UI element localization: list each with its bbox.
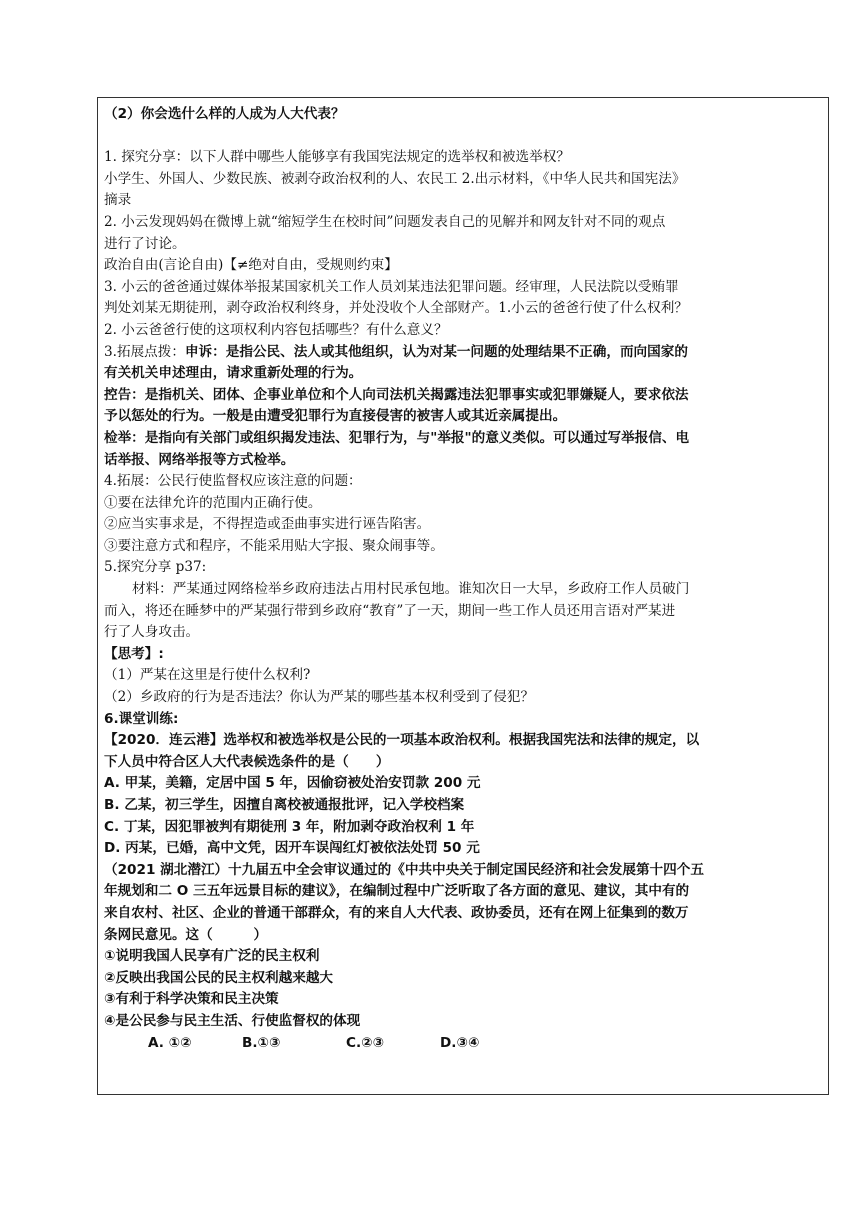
explore-1: 1. 探究分享：以下人群中哪些人能够享有我国宪法规定的选举权和被选举权？ xyxy=(104,149,570,166)
exercise-1-option-c: C. 丁某，因犯罪被判有期徒刑 3 年，附加剥夺政治权利 1 年 xyxy=(104,818,475,835)
explore-3-question: 2. 小云爸爸行使的这项权利内容包括哪些？有什么意义？ xyxy=(104,321,448,338)
exercise-1-option-b: B. 乙某，初三学生，因擅自离校被通报批评，记入学校档案 xyxy=(104,797,465,813)
choice-c: C.②③ xyxy=(346,1034,385,1051)
material-paragraph-cont: 而入，将还在睡梦中的严某强行带到乡政府“教育”了一天，期间一些工作人员还用言语对严某进 xyxy=(104,602,676,619)
explore-1-list: 小学生、外国人、少数民族、被剥夺政治权利的人、农民工 2.出示材料，《中华人民共和国宪法》 xyxy=(104,170,686,187)
explore-3-cont: 判处刘某无期徒刑，剥夺政治权利终身，并处没收个人全部财产。1.小云的爸爸行使了什么权利？ xyxy=(104,300,688,317)
exercise-2-statement-4: ④是公民参与民主生活、行使监督权的体现 xyxy=(104,1012,361,1029)
political-freedom-note: 政治自由(言论自由)【≠绝对自由，受规则约束】 xyxy=(104,257,398,274)
explore-1-list-cont: 摘录 xyxy=(104,192,132,209)
exercise-2-stem-4: 条网民意见。这（ ） xyxy=(104,926,268,943)
exercise-1-option-a: A. 甲某，美籍，定居中国 5 年，因偷窃被处治安罚款 200 元 xyxy=(104,775,481,792)
question-2-title: （2）你会选什么样的人成为人大代表？ xyxy=(104,106,345,122)
extension-4-title: 4.拓展：公民行使监督权应该注意的问题： xyxy=(104,473,362,490)
complaint-definition: 申诉：是指公民、法人或其他组织，认为对某一问题的处理结果不正确，而向国家的 xyxy=(184,343,688,360)
extension-4-item-1: ①要在法律允许的范围内正确行使。 xyxy=(104,494,322,511)
exercise-1-stem-cont: 下人员中符合区人大代表候选条件的是（ ） xyxy=(104,753,390,770)
explore-3: 3. 小云的爸爸通过媒体举报某国家机关工作人员刘某违法犯罪问题。经审理，人民法院以受贿罪 xyxy=(104,278,679,295)
think-question-2: （2）乡政府的行为是否违法？你认为严某的哪些基本权利受到了侵犯？ xyxy=(104,689,535,706)
accusation-definition: 控告：是指机关、团体、企事业单位和个人向司法机关揭露违法犯罪事实或犯罪嫌疑人，要求依法 xyxy=(104,386,689,403)
report-definition-cont: 话举报、网络举报等方式检举。 xyxy=(104,451,295,468)
exercise-2-statement-1: ①说明我国人民享有广泛的民主权利 xyxy=(104,948,320,965)
material-paragraph: 材料：严某通过网络检举乡政府违法占用村民承包地。谁知次日一大早，乡政府工作人员破门 xyxy=(132,581,690,598)
explore-2: 2. 小云发现妈妈在微博上就“缩短学生在校时间”问题发表自己的见解并和网友针对不同的观点 xyxy=(104,213,666,230)
material-paragraph-end: 行了人身攻击。 xyxy=(104,624,200,641)
choice-d: D.③④ xyxy=(440,1034,480,1051)
think-question-1: （1）严某在这里是行使什么权利? xyxy=(104,667,311,684)
choice-a: A. ①② xyxy=(148,1034,192,1051)
explore-2-cont: 进行了讨论。 xyxy=(104,235,186,252)
accusation-definition-cont: 予以惩处的行为。一般是由遭受犯罪行为直接侵害的被害人或其近亲属提出。 xyxy=(104,408,567,425)
exercise-2-choices xyxy=(104,1033,826,1055)
exercise-2-statement-2: ②反映出我国公民的民主权利越来越大 xyxy=(104,969,334,986)
choice-b: B.①③ xyxy=(242,1034,281,1051)
extension-complaint xyxy=(104,342,826,364)
exercise-2-statement-3: ③有利于科学决策和民主决策 xyxy=(104,991,279,1008)
report-definition: 检举：是指向有关部门或组织揭发违法、犯罪行为，与"举报"的意义类似。可以通过写举报信、电 xyxy=(104,429,690,446)
exercise-heading: 6.课堂训练: xyxy=(104,710,179,727)
extension-4-item-2: ②应当实事求是，不得捏造或歪曲事实进行诬告陷害。 xyxy=(104,516,431,533)
extension-4-item-3: ③要注意方式和程序，不能采用贴大字报、聚众闹事等。 xyxy=(104,537,444,554)
exercise-1-option-d: D. 丙某，已婚，高中文凭，因开车误闯红灯被依法处罚 50 元 xyxy=(104,840,480,857)
exercise-2-stem: （2021 湖北潜江）十九届五中全会审议通过的《中共中央关于制定国民经济和社会发展第十四个五 xyxy=(104,861,704,878)
document-body xyxy=(104,104,826,1054)
exercise-1-stem: 【2020．连云港】选举权和被选举权是公民的一项基本政治权利。根据我国宪法和法律的规定，以 xyxy=(104,732,700,749)
extension-prefix: 3.拓展点拨： xyxy=(104,343,185,360)
explore-5-title: 5.探究分享 p37: xyxy=(104,559,207,576)
exercise-2-stem-2: 年规划和二 O 三五年远景目标的建议》，在编制过程中广泛听取了各方面的意见、建议，其中有的 xyxy=(104,883,690,900)
exercise-2-stem-3: 来自农村、社区、企业的普通干部群众，有的来自人大代表、政协委员，还有在网上征集到的数万 xyxy=(104,904,689,921)
think-heading: 【思考】: xyxy=(104,645,164,662)
complaint-definition-cont: 有关机关申述理由，请求重新处理的行为。 xyxy=(104,365,363,382)
